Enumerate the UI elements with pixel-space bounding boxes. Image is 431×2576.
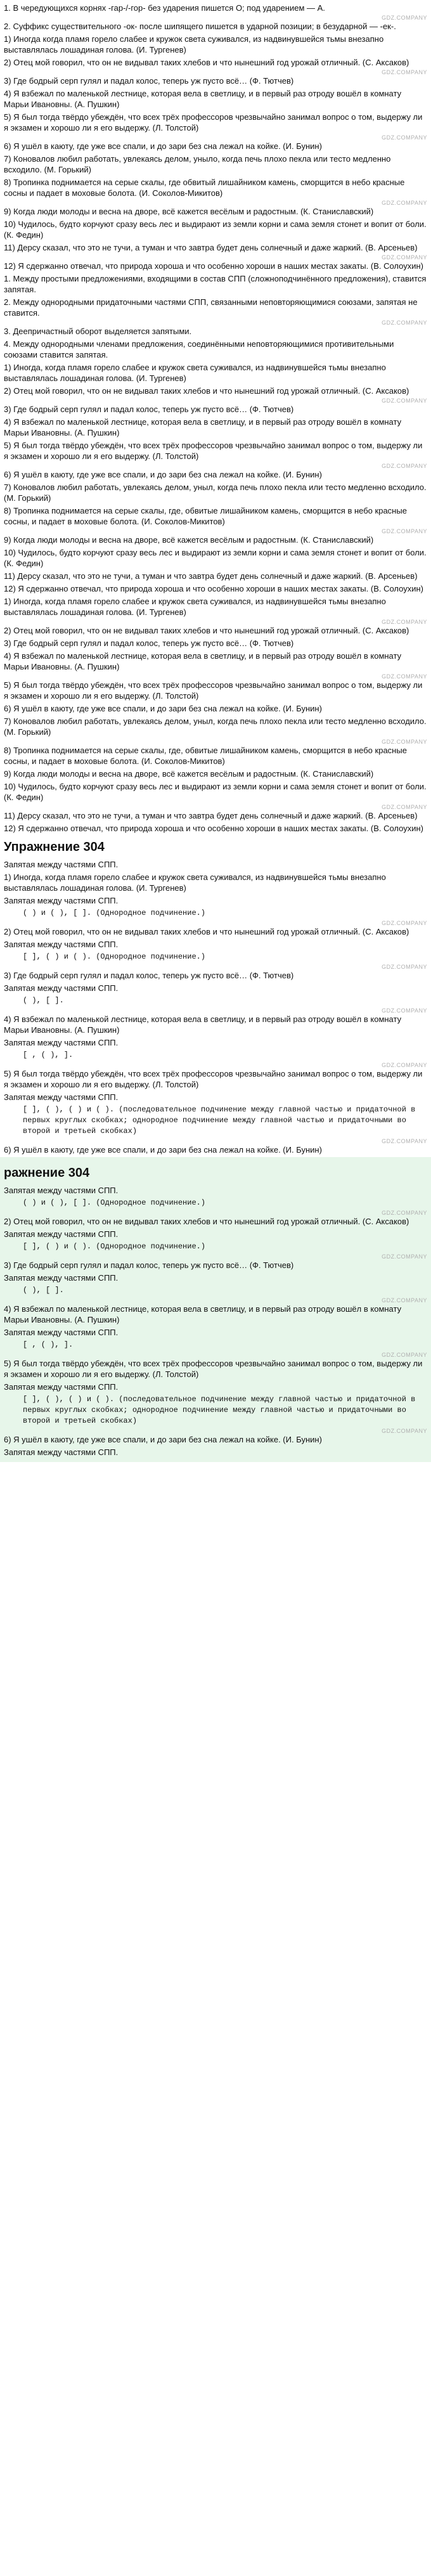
sentence-scheme: [ , ( ), ].	[23, 1051, 74, 1059]
sentence: 11) Дерсу сказал, что это не тучи, а туман и что завтра будет день солнечный и даже жаркий. (В. Арсеньев)	[4, 811, 418, 820]
exercise-item: Запятая между частями СПП.	[4, 940, 119, 949]
watermark: GDZ.COMPANY	[382, 920, 427, 926]
sentence: 3) Где бодрый серп гулял и падал колос, теперь уж пусто всё… (Ф. Тютчев)	[4, 76, 294, 86]
sentence: 9) Когда люди молоды и весна на дворе, всё кажется весёлым и радостным. (К. Станиславский)	[4, 207, 374, 216]
sentence: 10) Чудилось, будто корчуют сразу весь лес и выдирают из земли корни и сама земля стонет и вопит от боли. (К. Федин)	[4, 219, 427, 240]
sentence: 3) Где бодрый серп гулял и падал колос, теперь уж пусто всё… (Ф. Тютчев)	[4, 638, 294, 648]
sentence: 1) Иногда когда пламя горело слабее и кружок света суживался, из надвинувшейся тьмы внезапно выставлялась лошадиная голова. (И. Тургенев)	[4, 34, 384, 55]
sentence: 12) Я сдержанно отвечал, что природа хороша и что особенно хороши в наших местах закаты. (В. Солоухин)	[4, 584, 424, 593]
sentence: 6) Я ушёл в каюту, где уже все спали, и до зари без сна лежал на койке. (И. Бунин)	[4, 141, 322, 151]
answer-part-3	[4, 596, 427, 834]
watermark: GDZ.COMPANY	[382, 739, 427, 745]
sentence: 12) Я сдержанно отвечал, что природа хороша и что особенно хороши в наших местах закаты. (В. Солоухин)	[4, 261, 424, 271]
exercise-intro: Запятая между частями СПП.	[4, 860, 119, 869]
rule: 1. Между простыми предложениями, входящими в состав СПП (сложноподчинённого предложения), ставится запятая.	[4, 274, 427, 294]
sentence: 1) Иногда, когда пламя горело слабее и кружок света суживался, из надвинувшейся тьмы внезапно выставлялась лошадиная голова. (И. Тургенев)	[4, 597, 386, 617]
watermark: GDZ.COMPANY	[382, 1007, 427, 1014]
exercise-item: 4) Я взбежал по маленькой лестнице, которая вела в светлицу, и в первый раз отроду вошёл в комнату Марьи Ивановны. (А. Пушкин)	[4, 1304, 402, 1324]
watermark: GDZ.COMPANY	[382, 1138, 427, 1144]
intro-paragraph: 2. Суффикс существительного -ок- после шипящего пишется в ударной позиции; в безударной — -ек-.	[4, 22, 396, 31]
sentence: 6) Я ушёл в каюту, где уже все спали, и до зари без сна лежал на койке. (И. Бунин)	[4, 470, 322, 479]
sentence: 2) Отец мой говорил, что он не видывал таких хлебов и что нынешний год урожай отличный. (С. Аксаков)	[4, 58, 409, 67]
rules-section	[4, 273, 427, 360]
exercise-intro: Запятая между частями СПП.	[4, 1186, 119, 1195]
watermark: GDZ.COMPANY	[382, 1352, 427, 1358]
sentence-scheme: [ ], ( ), ( ) и ( ). (последовательное подчинение между главной частью и придаточной в первых круглых скобках; однородное подчинение между главной частью и придаточными во второй и третьей скобках)	[23, 1395, 416, 1425]
intro-section	[4, 3, 427, 32]
exercise-item: 4) Я взбежал по маленькой лестнице, которая вела в светлицу, и в первый раз отроду вошёл в комнату Марьи Ивановны. (А. Пушкин)	[4, 1014, 402, 1035]
sentence: 8) Тропинка поднимается на серые скалы, где обвитый лишайником камень, сморщится в небо красные сосны и падает в моховые болота. (И. Соколов-Микитов)	[4, 178, 405, 198]
sentence-scheme: [ , ( ), ].	[23, 1340, 74, 1349]
sentence-scheme: [ ], ( ) и ( ). (Однородное подчинение.)	[23, 1242, 206, 1251]
sentence: 4) Я взбежал по маленькой лестнице, которая вела в светлицу, и в первый раз отроду вошёл в комнату Марьи Ивановны. (А. Пушкин)	[4, 417, 402, 437]
watermark: GDZ.COMPANY	[382, 619, 427, 625]
watermark: GDZ.COMPANY	[382, 15, 427, 21]
sentence: 11) Дерсу сказал, что это не тучи, а туман и что завтра будет день солнечный и даже жаркий. (В. Арсеньев)	[4, 243, 418, 252]
watermark: GDZ.COMPANY	[382, 200, 427, 206]
exercise-item: Запятая между частями СПП.	[4, 1038, 119, 1047]
exercise-item: 2) Отец мой говорил, что он не видывал таких хлебов и что нынешний год урожай отличный. (С. Аксаков)	[4, 927, 409, 936]
sentence: 3) Где бодрый серп гулял и падал колос, теперь уж пусто всё… (Ф. Тютчев)	[4, 405, 294, 414]
sentence: 10) Чудилось, будто корчуют сразу весь лес и выдирают из земли корни и сама земля стонет и вопит от боли. (К. Федин)	[4, 548, 427, 568]
sentence: 5) Я был тогда твёрдо убеждён, что всех трёх профессоров чрезвычайно занимал вопрос о том, выдержу ли я экзамен и хорошо ли я его выдержу. (Л. Толстой)	[4, 680, 423, 701]
exercise-item: 3) Где бодрый серп гулял и падал колос, теперь уж пусто всё… (Ф. Тютчев)	[4, 971, 294, 980]
exercise-heading: Упражнение 304	[4, 840, 105, 854]
exercise-item: 3) Где бодрый серп гулял и падал колос, теперь уж пусто всё… (Ф. Тютчев)	[4, 1260, 294, 1270]
watermark: GDZ.COMPANY	[382, 673, 427, 680]
answer-part-1	[4, 34, 427, 271]
watermark: GDZ.COMPANY	[382, 69, 427, 75]
exercise-item: Запятая между частями СПП.	[4, 1273, 119, 1283]
exercise-item: 6) Я ушёл в каюту, где уже все спали, и до зари без сна лежал на койке. (И. Бунин)	[4, 1145, 322, 1155]
sentence: 12) Я сдержанно отвечал, что природа хороша и что особенно хороши в наших местах закаты. (В. Солоухин)	[4, 824, 424, 833]
exercise-item: Запятая между частями СПП.	[4, 1229, 119, 1239]
answer-part-2	[4, 362, 427, 594]
exercise-item: Запятая между частями СПП.	[4, 1382, 119, 1392]
sentence-scheme: ( ) и ( ), [ ]. (Однородное подчинение.)	[23, 1198, 206, 1207]
watermark: GDZ.COMPANY	[382, 463, 427, 469]
rule: 2. Между однородными придаточными частями СПП, связанными неповторяющимися союзами, запятая не ставится.	[4, 297, 418, 318]
sentence: 8) Тропинка поднимается на серые скалы, где, обвитые лишайником камень, сморщится в небо красные сосны, и падает в моховые болота. (И. Соколов-Микитов)	[4, 746, 407, 766]
exercise-heading: ражнение 304	[4, 1166, 90, 1180]
exercise-item: 2) Отец мой говорил, что он не видывал таких хлебов и что нынешний год урожай отличный. (С. Аксаков)	[4, 1217, 409, 1226]
watermark: GDZ.COMPANY	[382, 1210, 427, 1216]
watermark: GDZ.COMPANY	[382, 134, 427, 141]
sentence: 2) Отец мой говорил, что он не видывал таких хлебов и что нынешний год урожай отличный. (С. Аксаков)	[4, 386, 409, 396]
sentence: 7) Коновалов любил работать, увлекаясь делом, уныл, когда печь плохо пекла или тесто медленно всходило. (М. Горький)	[4, 482, 427, 503]
watermark: GDZ.COMPANY	[382, 1297, 427, 1304]
exercise-item: 6) Я ушёл в каюту, где уже все спали, и до зари без сна лежал на койке. (И. Бунин)	[4, 1435, 322, 1444]
sentence: 6) Я ушёл в каюту, где уже все спали, и до зари без сна лежал на койке. (И. Бунин)	[4, 704, 322, 713]
sentence: 9) Когда люди молоды и весна на дворе, всё кажется весёлым и радостным. (К. Станиславский)	[4, 535, 374, 545]
watermark: GDZ.COMPANY	[382, 964, 427, 970]
exercise-item: 1) Иногда, когда пламя горело слабее и кружок света суживался, из надвинувшейся тьмы внезапно выставлялась лошадиная голова. (И. Тургенев)	[4, 872, 386, 893]
exercise-item: Запятая между частями СПП.	[4, 983, 119, 993]
watermark: GDZ.COMPANY	[382, 1062, 427, 1068]
sentence-scheme: ( ), [ ].	[23, 996, 64, 1005]
watermark: GDZ.COMPANY	[382, 804, 427, 810]
sentence: 10) Чудилось, будто корчуют сразу весь лес и выдирают из земли корни и сама земля стонет и вопит от боли. (К. Федин)	[4, 782, 427, 802]
sentence: 9) Когда люди молоды и весна на дворе, всё кажется весёлым и радостным. (К. Станиславский)	[4, 769, 374, 779]
watermark: GDZ.COMPANY	[382, 398, 427, 404]
watermark: GDZ.COMPANY	[382, 528, 427, 534]
sentence: 2) Отец мой говорил, что он не видывал таких хлебов и что нынешний год урожай отличный. (С. Аксаков)	[4, 626, 409, 635]
watermark: GDZ.COMPANY	[382, 1428, 427, 1434]
exercise-304-block	[4, 839, 427, 1155]
sentence-scheme: ( ) и ( ), [ ]. (Однородное подчинение.)	[23, 909, 206, 917]
exercise-item: 5) Я был тогда твёрдо убеждён, что всех трёх профессоров чрезвычайно занимал вопрос о том, выдержу ли я экзамен и хорошо ли я его выдержу. (Л. Толстой)	[4, 1069, 423, 1089]
exercise-item: Запятая между частями СПП.	[4, 1092, 119, 1102]
sentence-scheme: ( ), [ ].	[23, 1286, 64, 1295]
watermark: GDZ.COMPANY	[382, 320, 427, 326]
exercise-item: Запятая между частями СПП.	[4, 1447, 119, 1457]
sentence: 1) Иногда, когда пламя горело слабее и кружок света суживался, из надвинувшейся тьмы внезапно выставлялась лошадиная голова. (И. Тургенев)	[4, 363, 386, 383]
sentence-scheme: [ ], ( ), ( ) и ( ). (последовательное подчинение между главной частью и придаточной в первых круглых скобках; однородное подчинение между главной частью и придаточными во второй и третьей скобках)	[23, 1105, 416, 1136]
sentence: 4) Я взбежал по маленькой лестнице, которая вела в светлицу, и в первый раз отроду вошёл в комнату Марьи Ивановны. (А. Пушкин)	[4, 651, 402, 671]
watermark: GDZ.COMPANY	[382, 1253, 427, 1260]
sentence: 8) Тропинка поднимается на серые скалы, где, обвитые лишайником камень, сморщится в небо красные сосны, и падает в моховые болота. (И. Соколов-Микитов)	[4, 506, 407, 526]
sentence-scheme: [ ], ( ) и ( ). (Однородное подчинение.)	[23, 952, 206, 961]
sentence: 5) Я был тогда твёрдо убеждён, что всех трёх профессоров чрезвычайно занимал вопрос о том, выдержу ли я экзамен и хорошо ли я его выдержу. (Л. Толстой)	[4, 441, 423, 461]
watermark: GDZ.COMPANY	[382, 254, 427, 261]
exercise-item: 5) Я был тогда твёрдо убеждён, что всех трёх профессоров чрезвычайно занимал вопрос о том, выдержу ли я экзамен и хорошо ли я его выдержу. (Л. Толстой)	[4, 1359, 423, 1379]
sentence: 11) Дерсу сказал, что это не тучи, а туман и что завтра будет день солнечный и даже жаркий. (В. Арсеньев)	[4, 571, 418, 581]
sentence: 7) Коновалов любил работать, увлекаясь делом, уныло, когда печь плохо пекла или тесто медленно всходило. (М. Горький)	[4, 154, 391, 174]
sentence: 7) Коновалов любил работать, увлекаясь делом, уныл, когда печь плохо пекла или тесто медленно всходило. (М. Горький)	[4, 716, 427, 737]
rule: 4. Между однородными членами предложения, соединёнными неповторяющимися противительными союзами ставится запятая.	[4, 339, 394, 359]
sentence: 4) Я взбежал по маленькой лестнице, которая вела в светлицу, и в первый раз отроду вошёл в комнату Марьи Ивановны. (А. Пушкин)	[4, 89, 402, 109]
exercise-item: Запятая между частями СПП.	[4, 1328, 119, 1337]
intro-paragraph: 1. В чередующихся корнях -гар-/-гор- без ударения пишется О; под ударением — А.	[4, 3, 325, 13]
exercise-item: Запятая между частями СПП.	[4, 896, 119, 905]
rule: 3. Деепричастный оборот выделяется запятыми.	[4, 327, 192, 336]
sentence: 5) Я был тогда твёрдо убеждён, что всех трёх профессоров чрезвычайно занимал вопрос о том, выдержу ли я экзамен и хорошо ли я его выдержу. (Л. Толстой)	[4, 112, 423, 133]
exercise-304-highlighted-block	[0, 1157, 431, 1462]
